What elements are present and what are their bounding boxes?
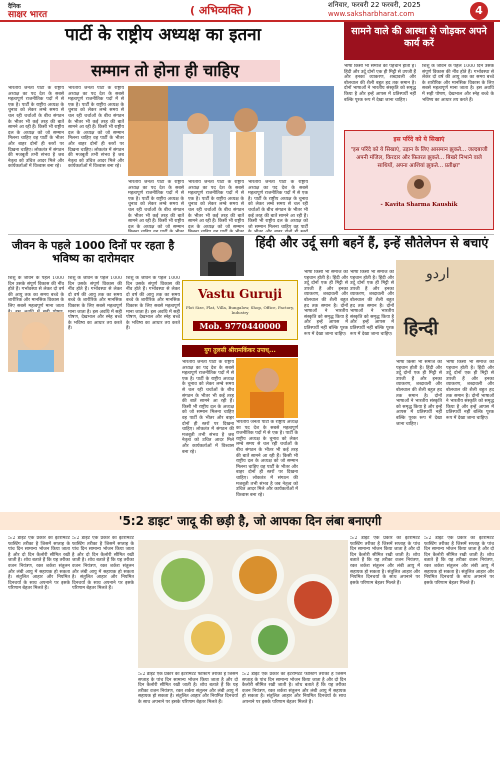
- diet-column-2: 5:2 डाइट एक प्रकार का इंटरमिटेंट फास्टिंग तरीका है जिसमें सप्ताह के पांच दिन सामान्य भोजन किया जाता है और दो दिन कैलोरी सीमित रखी जाती है। शोध बताते हैं कि यह तरीका वजन नियंत्रण, रक्त शर्करा संतुलन और लंबी आयु में सहायक हो सकता है। संतुलित आहार और नियमित दिनचर्या के साथ अपनाने पर इसके परिणाम बेहतर मिलते हैं।: [72, 536, 134, 592]
- yug-column-1: भारतीय जनता पार्टी के राष्ट्रीय अध्यक्ष का पद देश के सबसे महत्वपूर्ण राजनीतिक पदों में से एक है। पार्टी के राष्ट्रीय अध्यक्ष के चुनाव को लेकर लम्बे समय से चल रही चर्चाओं के बीच संगठन के भीतर भी कई तरह की बातें सामने आ रही हैं। किसी भी राष्ट्रीय दल के अध्यक्ष को जो सम्मान मिलना चाहिए वह पार्टी के भीतर और बाहर दोनों ही स्तरों पर दिखना चाहिए। लोकतंत्र में संगठन की मजबूती तभी संभव है जब नेतृत्व को उचित आदर मिले और कार्यकर्ताओं में विश्वास बना रहे।: [182, 360, 234, 455]
- diet-column-1: 5:2 डाइट एक प्रकार का इंटरमिटेंट फास्टिंग तरीका है जिसमें सप्ताह के पांच दिन सामान्य भोजन किया जाता है और दो दिन कैलोरी सीमित रखी जाती है। शोध बताते हैं कि यह तरीका वजन नियंत्रण, रक्त शर्करा संतुलन और लंबी आयु में सहायक हो सकता है। संतुलित आहार और नियमित दिनचर्या के साथ अपनाने पर इसके परिणाम बेहतर मिलते हैं।: [8, 536, 70, 592]
- section-title: ( अभिव्यक्ति ): [190, 4, 252, 17]
- author-photo: [406, 174, 432, 200]
- urdu-word: اردو: [426, 266, 450, 282]
- hindi-word: हिन्दी: [404, 318, 439, 339]
- lead-column-2: भारतीय जनता पार्टी के राष्ट्रीय अध्यक्ष का पद देश के सबसे महत्वपूर्ण राजनीतिक पदों में से एक है। पार्टी के राष्ट्रीय अध्यक्ष के चुनाव को लेकर लम्बे समय से चल रही चर्चाओं के बीच संगठन के भीतर भी कई तरह की बातें सामने आ रही हैं। किसी भी राष्ट्रीय दल के अध्यक्ष को जो सम्मान मिलना चाहिए वह पार्टी के भीतर और बाहर दोनों ही स्तरों पर दिखना चाहिए। लोकतंत्र में संगठन की मजबूती तभी संभव है जब नेतृत्व को उचित आदर मिले और कार्यकर्ताओं में विश्वास बना रहे।: [68, 86, 124, 170]
- diet-headline: '5:2 डाइट' जादू की छड़ी है, जो आपका दिन लंबा बनाएगी: [0, 512, 500, 530]
- hindi-column-2: भाषा किसी भी समाज की पहचान होती है। हिंदी और उर्दू दोनों एक ही मिट्टी से उपजी हैं और इनका व्याकरण, शब्दावली और बोलचाल की शैली बहुत हद तक समान है। दोनों भाषाओं ने भारतीय संस्कृति को समृद्ध किया है और इन्हें आपस में प्रतिस्पर्धी नहीं बल्कि पूरक रूप में देखा जाना चाहिए।: [350, 270, 394, 337]
- vastu-subtitle: Plot Size, Flat, Villa, Bungalow, Shop, Office, Factory, Industry: [185, 305, 295, 315]
- side-column-1: भाषा किसी भी समाज की पहचान होती है। हिंदी और उर्दू दोनों एक ही मिट्टी से उपजी हैं और इनका व्याकरण, शब्दावली और बोलचाल की शैली बहुत हद तक समान है। दोनों भाषाओं ने भारतीय संस्कृति को समृद्ध किया है और इन्हें आपस में प्रतिस्पर्धी नहीं बल्कि पूरक रूप में देखा जाना चाहिए।: [344, 64, 416, 103]
- diet-column-6: 5:2 डाइट एक प्रकार का इंटरमिटेंट फास्टिंग तरीका है जिसमें सप्ताह के पांच दिन सामान्य भोजन किया जाता है और दो दिन कैलोरी सीमित रखी जाती है। शोध बताते हैं कि यह तरीका वजन नियंत्रण, रक्त शर्करा संतुलन और लंबी आयु में सहायक हो सकता है। संतुलित आहार और नियमित दिनचर्या के साथ अपनाने पर इसके परिणाम बेहतर मिलते हैं।: [424, 536, 494, 586]
- lead-headline: पार्टी के राष्ट्रीय अध्यक्ष का इतना: [65, 25, 261, 45]
- jivan-column-3: शिशु के जीवन के पहले 1000 दिन उसके संपूर्ण विकास की नींव होते हैं। गर्भावस्था से लेकर दो वर्ष की आयु तक का समय बच्चे के शारीरिक और मानसिक विकास के लिए सबसे महत्वपूर्ण माना जाता है। इस अवधि में सही पोषण, देखभाल और स्नेह बच्चे के भविष्य का आधार तय करते हैं।: [126, 276, 180, 332]
- masthead-bar: [0, 0, 500, 22]
- columnist-photo: [200, 236, 244, 276]
- poem-text: "इस परिंदे को ये सिखाएं, उड़ान के लिए आसमान झुकते... जल्दबाजी अपनी मंजिल, किरदार और फ़ितरत झुकते... बिखरे निभाने वाले साथियों, अपना आशियां झुकते... प्रतीक्षा": [350, 147, 488, 169]
- dateline: शनिवार, फरवरी 22 फरवरी, 2025 www.saksharbharat.com: [328, 1, 421, 18]
- jivan-headline: जीवन के पहले 1000 दिनों पर रहता है भविष्य का दारोमदार: [11, 239, 175, 265]
- diet-column-5: 5:2 डाइट एक प्रकार का इंटरमिटेंट फास्टिंग तरीका है जिसमें सप्ताह के पांच दिन सामान्य भोजन किया जाता है और दो दिन कैलोरी सीमित रखी जाती है। शोध बताते हैं कि यह तरीका वजन नियंत्रण, रक्त शर्करा संतुलन और लंबी आयु में सहायक हो सकता है। संतुलित आहार और नियमित दिनचर्या के साथ अपनाने पर इसके परिणाम बेहतर मिलते हैं।: [350, 536, 420, 586]
- poem-box: [344, 130, 494, 230]
- yug-headline: युग तुलसी श्रीरामकिंकर उपाध्...: [182, 345, 298, 357]
- hindi-headline: हिंदी और उर्दू सगी बहनें हैं, इन्हें सौतेलेपन से बचाएं: [255, 235, 489, 250]
- saint-photo: [236, 358, 298, 418]
- lead-column-1: भारतीय जनता पार्टी के राष्ट्रीय अध्यक्ष का पद देश के सबसे महत्वपूर्ण राजनीतिक पदों में से एक है। पार्टी के राष्ट्रीय अध्यक्ष के चुनाव को लेकर लम्बे समय से चल रही चर्चाओं के बीच संगठन के भीतर भी कई तरह की बातें सामने आ रही हैं। किसी भी राष्ट्रीय दल के अध्यक्ष को जो सम्मान मिलना चाहिए वह पार्टी के भीतर और बाहर दोनों ही स्तरों पर दिखना चाहिए। लोकतंत्र में संगठन की मजबूती तभी संभव है जब नेतृत्व को उचित आदर मिले और कार्यकर्ताओं में विश्वास बना रहे।: [8, 86, 64, 170]
- diet-column-4: 5:2 डाइट एक प्रकार का इंटरमिटेंट फास्टिंग तरीका है जिसमें सप्ताह के पांच दिन सामान्य भोजन किया जाता है और दो दिन कैलोरी सीमित रखी जाती है। शोध बताते हैं कि यह तरीका वजन नियंत्रण, रक्त शर्करा संतुलन और लंबी आयु में सहायक हो सकता है। संतुलित आहार और नियमित दिनचर्या के साथ अपनाने पर इसके परिणाम बेहतर मिलते हैं।: [242, 672, 346, 705]
- hindi-column-4: भाषा किसी भी समाज की पहचान होती है। हिंदी और उर्दू दोनों एक ही मिट्टी से उपजी हैं और इनका व्याकरण, शब्दावली और बोलचाल की शैली बहुत हद तक समान है। दोनों भाषाओं ने भारतीय संस्कृति को समृद्ध किया है और इन्हें आपस में प्रतिस्पर्धी नहीं बल्कि पूरक रूप में देखा जाना चाहिए।: [446, 360, 494, 421]
- poem-author: - Kavita Sharma Kaushik: [380, 202, 458, 208]
- lead-photo: [128, 86, 334, 176]
- jivan-column-1: शिशु के जीवन के पहले 1000 दिन उसके संपूर्ण विकास की नींव होते हैं। गर्भावस्था से लेकर दो वर्ष की आयु तक का समय बच्चे के शारीरिक और मानसिक विकास के लिए सबसे महत्वपूर्ण माना जाता: [8, 276, 64, 309]
- child-photo: [8, 312, 64, 372]
- page-number: 4: [470, 2, 488, 20]
- food-photo: [138, 540, 348, 668]
- lead-column-4: भारतीय जनता पार्टी के राष्ट्रीय अध्यक्ष का पद देश के सबसे महत्वपूर्ण राजनीतिक पदों में से एक है। पार्टी के राष्ट्रीय अध्यक्ष के चुनाव को लेकर लम्बे समय से चल रही चर्चाओं के बीच संगठन के भीतर भी कई तरह की बातें सामने आ रही हैं। किसी भी राष्ट्रीय दल के अध्यक्ष को जो सम्मान: [188, 180, 244, 230]
- yug-column-2: भारतीय जनता पार्टी के राष्ट्रीय अध्यक्ष का पद देश के सबसे महत्वपूर्ण राजनीतिक पदों में से एक है। पार्टी के राष्ट्रीय अध्यक्ष के चुनाव को लेकर लम्बे समय से चल रही चर्चाओं के बीच संगठन के भीतर भी कई तरह की बातें सामने आ रही हैं। किसी भी राष्ट्रीय दल के अध्यक्ष को जो सम्मान मिलना चाहिए वह पार्टी के भीतर और बाहर दोनों ही स्तरों पर दिखना चाहिए। लोकतंत्र में संगठन की मजबूती तभी संभव है जब नेतृत्व को उचित आदर मिले और कार्यकर्ताओं में विश्वास बना रहे।: [236, 420, 298, 498]
- poem-heading: इस परिंदे को ये सिखाएं: [393, 136, 445, 143]
- vastu-title: Vastu Guruji: [197, 287, 283, 301]
- hindi-column-1: भाषा किसी भी समाज की पहचान होती है। हिंदी और उर्दू दोनों एक ही मिट्टी से उपजी हैं और इनका व्याकरण, शब्दावली और बोलचाल की शैली बहुत हद तक समान है। दोनों भाषाओं ने भारतीय संस्कृति को समृद्ध किया है और इन्हें आपस में प्रतिस्पर्धी नहीं बल्कि पूरक रूप में देखा जाना चाहिए।: [304, 270, 348, 337]
- hindi-column-3: भाषा किसी भी समाज की पहचान होती है। हिंदी और उर्दू दोनों एक ही मिट्टी से उपजी हैं और इनका व्याकरण, शब्दावली और बोलचाल की शैली बहुत हद तक समान है। दोनों भाषाओं ने भारतीय संस्कृति को समृद्ध किया है और इन्हें आपस में प्रतिस्पर्धी नहीं बल्कि पूरक रूप में देखा जाना चाहिए।: [396, 360, 442, 427]
- jivan-column-2: शिशु के जीवन के पहले 1000 दिन उसके संपूर्ण विकास की नींव होते हैं। गर्भावस्था से लेकर दो वर्ष की आयु तक का समय बच्चे के शारीरिक और मानसिक विकास के लिए सबसे महत्वपूर्ण माना जाता है। इस अवधि में सही पोषण, देखभाल और स्नेह बच्चे के भविष्य का आधार तय करते हैं।: [68, 276, 122, 332]
- masthead-logo: दैनिक साक्षर भारत: [8, 3, 48, 20]
- side-column-2: शिशु के जीवन के पहले 1000 दिन उसके संपूर्ण विकास की नींव होते हैं। गर्भावस्था से लेकर दो वर्ष की आयु तक का समय बच्चे के शारीरिक और मानसिक विकास के लिए सबसे महत्वपूर्ण माना जाता है। इस अवधि में सही पोषण, देखभाल और स्नेह बच्चे के भविष्य का आधार तय करते हैं।: [422, 64, 494, 103]
- lead-column-3: भारतीय जनता पार्टी के राष्ट्रीय अध्यक्ष का पद देश के सबसे महत्वपूर्ण राजनीतिक पदों में से एक है। पार्टी के राष्ट्रीय अध्यक्ष के चुनाव को लेकर लम्बे समय से चल रही चर्चाओं के बीच संगठन के भीतर भी कई तरह की बातें सामने आ रही हैं। किसी भी राष्ट्रीय दल के अध्यक्ष को जो सम्मान: [128, 180, 184, 230]
- lead-column-5: भारतीय जनता पार्टी के राष्ट्रीय अध्यक्ष का पद देश के सबसे महत्वपूर्ण राजनीतिक पदों में से एक है। पार्टी के राष्ट्रीय अध्यक्ष के चुनाव को लेकर लम्बे समय से चल रही चर्चाओं के बीच संगठन के भीतर भी कई तरह की बातें सामने आ रही हैं। किसी भी राष्ट्रीय दल के अध्यक्ष को जो सम्मान मिलना चाहिए वह पार्टी: [248, 180, 308, 230]
- diet-column-3: 5:2 डाइट एक प्रकार का इंटरमिटेंट फास्टिंग तरीका है जिसमें सप्ताह के पांच दिन सामान्य भोजन किया जाता है और दो दिन कैलोरी सीमित रखी जाती है। शोध बताते हैं कि यह तरीका वजन नियंत्रण, रक्त शर्करा संतुलन और लंबी आयु में सहायक हो सकता है। संतुलित आहार और नियमित दिनचर्या के साथ अपनाने पर इसके परिणाम बेहतर मिलते हैं।: [138, 672, 238, 705]
- vastu-phone: Mob. 9770440000: [193, 321, 287, 331]
- hindi-urdu-board: [396, 260, 494, 356]
- vastu-ad: [182, 280, 298, 340]
- lead-headline-line2: सम्मान तो होना ही चाहिए: [50, 60, 280, 82]
- side-headline: सामने वाले की आस्था से जोड़कर अपने कार्य करें: [344, 22, 494, 60]
